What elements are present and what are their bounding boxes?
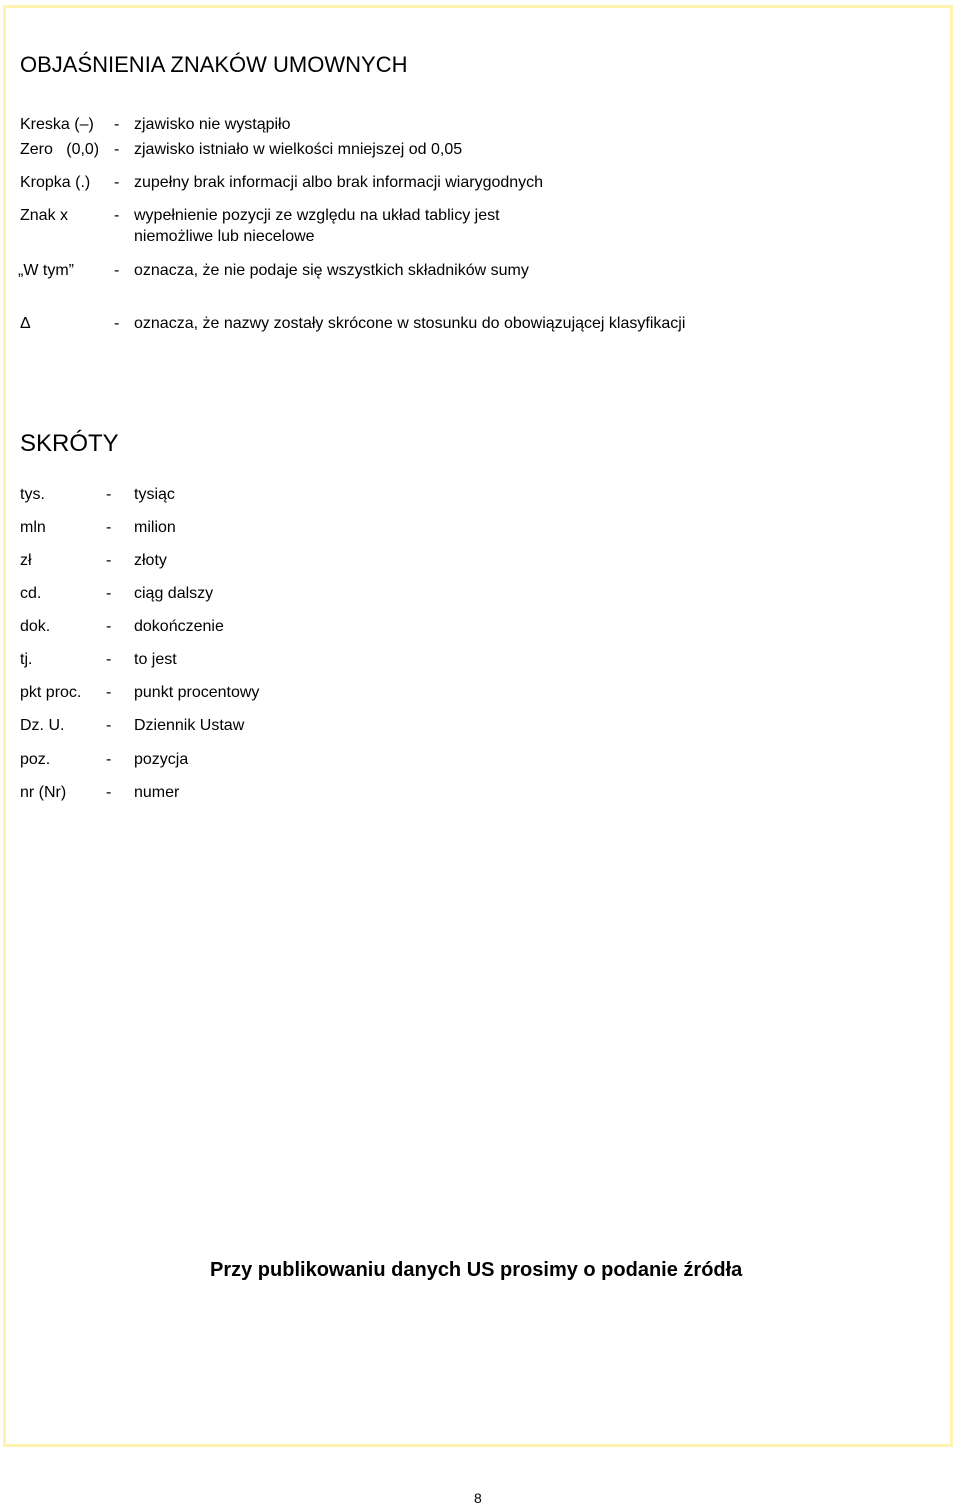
abbr-desc: Dziennik Ustaw bbox=[134, 717, 245, 734]
legend-desc: oznacza, że nie podaje się wszystkich składników sumy bbox=[134, 262, 529, 279]
legend-dash: - bbox=[114, 262, 120, 279]
abbr-desc: milion bbox=[134, 519, 176, 536]
page-title: OBJAŚNIENIA ZNAKÓW UMOWNYCH bbox=[20, 52, 408, 77]
legend-symbol: Zero (0,0) bbox=[20, 141, 100, 158]
abbr-dash: - bbox=[106, 486, 112, 503]
legend-dash: - bbox=[114, 207, 120, 224]
legend-desc: wypełnienie pozycji ze względu na układ tablicy jest bbox=[134, 207, 500, 224]
abbr-term: tj. bbox=[20, 651, 33, 668]
legend-dash: - bbox=[114, 315, 120, 332]
legend-dash: - bbox=[114, 141, 120, 158]
abbr-dash: - bbox=[106, 717, 112, 734]
abbr-dash: - bbox=[106, 784, 112, 801]
abbr-term: Dz. U. bbox=[20, 717, 65, 734]
legend-symbol: „W tym” bbox=[18, 262, 74, 279]
abbreviations-title: SKRÓTY bbox=[20, 430, 119, 457]
legend-desc: zjawisko istniało w wielkości mniejszej od 0,05 bbox=[134, 141, 463, 158]
abbr-dash: - bbox=[106, 618, 112, 635]
abbr-desc: pozycja bbox=[134, 751, 189, 768]
legend-symbol: Δ bbox=[20, 315, 31, 332]
abbr-term: nr (Nr) bbox=[20, 784, 67, 801]
abbr-desc: to jest bbox=[134, 651, 177, 668]
legend-symbol: Kropka (.) bbox=[20, 174, 91, 191]
abbr-term: zł bbox=[20, 552, 32, 569]
abbr-dash: - bbox=[106, 751, 112, 768]
legend-desc: zjawisko nie wystąpiło bbox=[134, 116, 291, 133]
abbr-dash: - bbox=[106, 519, 112, 536]
legend-desc-continued: niemożliwe lub niecelowe bbox=[134, 228, 315, 245]
page-number: 8 bbox=[474, 1490, 482, 1506]
abbr-desc: punkt procentowy bbox=[134, 684, 260, 701]
abbr-dash: - bbox=[106, 651, 112, 668]
abbr-desc: numer bbox=[134, 784, 180, 801]
legend-desc: zupełny brak informacji albo brak informacji wiarygodnych bbox=[134, 174, 544, 191]
abbr-term: dok. bbox=[20, 618, 51, 635]
legend-dash: - bbox=[114, 116, 120, 133]
abbr-dash: - bbox=[106, 684, 112, 701]
abbr-dash: - bbox=[106, 585, 112, 602]
legend-symbol: Znak x bbox=[20, 207, 69, 224]
abbr-term: mln bbox=[20, 519, 46, 536]
legend-symbol: Kreska (–) bbox=[20, 116, 94, 133]
abbr-term: tys. bbox=[20, 486, 45, 503]
legend-desc: oznacza, że nazwy zostały skrócone w stosunku do obowiązującej klasyfikacji bbox=[134, 315, 686, 332]
abbr-term: pkt proc. bbox=[20, 684, 82, 701]
legend-dash: - bbox=[114, 174, 120, 191]
abbr-term: cd. bbox=[20, 585, 42, 602]
source-citation-note: Przy publikowaniu danych US prosimy o podanie źródła bbox=[210, 1259, 743, 1281]
abbr-dash: - bbox=[106, 552, 112, 569]
abbr-desc: ciąg dalszy bbox=[134, 585, 214, 602]
abbr-desc: dokończenie bbox=[134, 618, 224, 635]
abbr-desc: złoty bbox=[134, 552, 167, 569]
abbr-term: poz. bbox=[20, 751, 51, 768]
abbr-desc: tysiąc bbox=[134, 486, 175, 503]
